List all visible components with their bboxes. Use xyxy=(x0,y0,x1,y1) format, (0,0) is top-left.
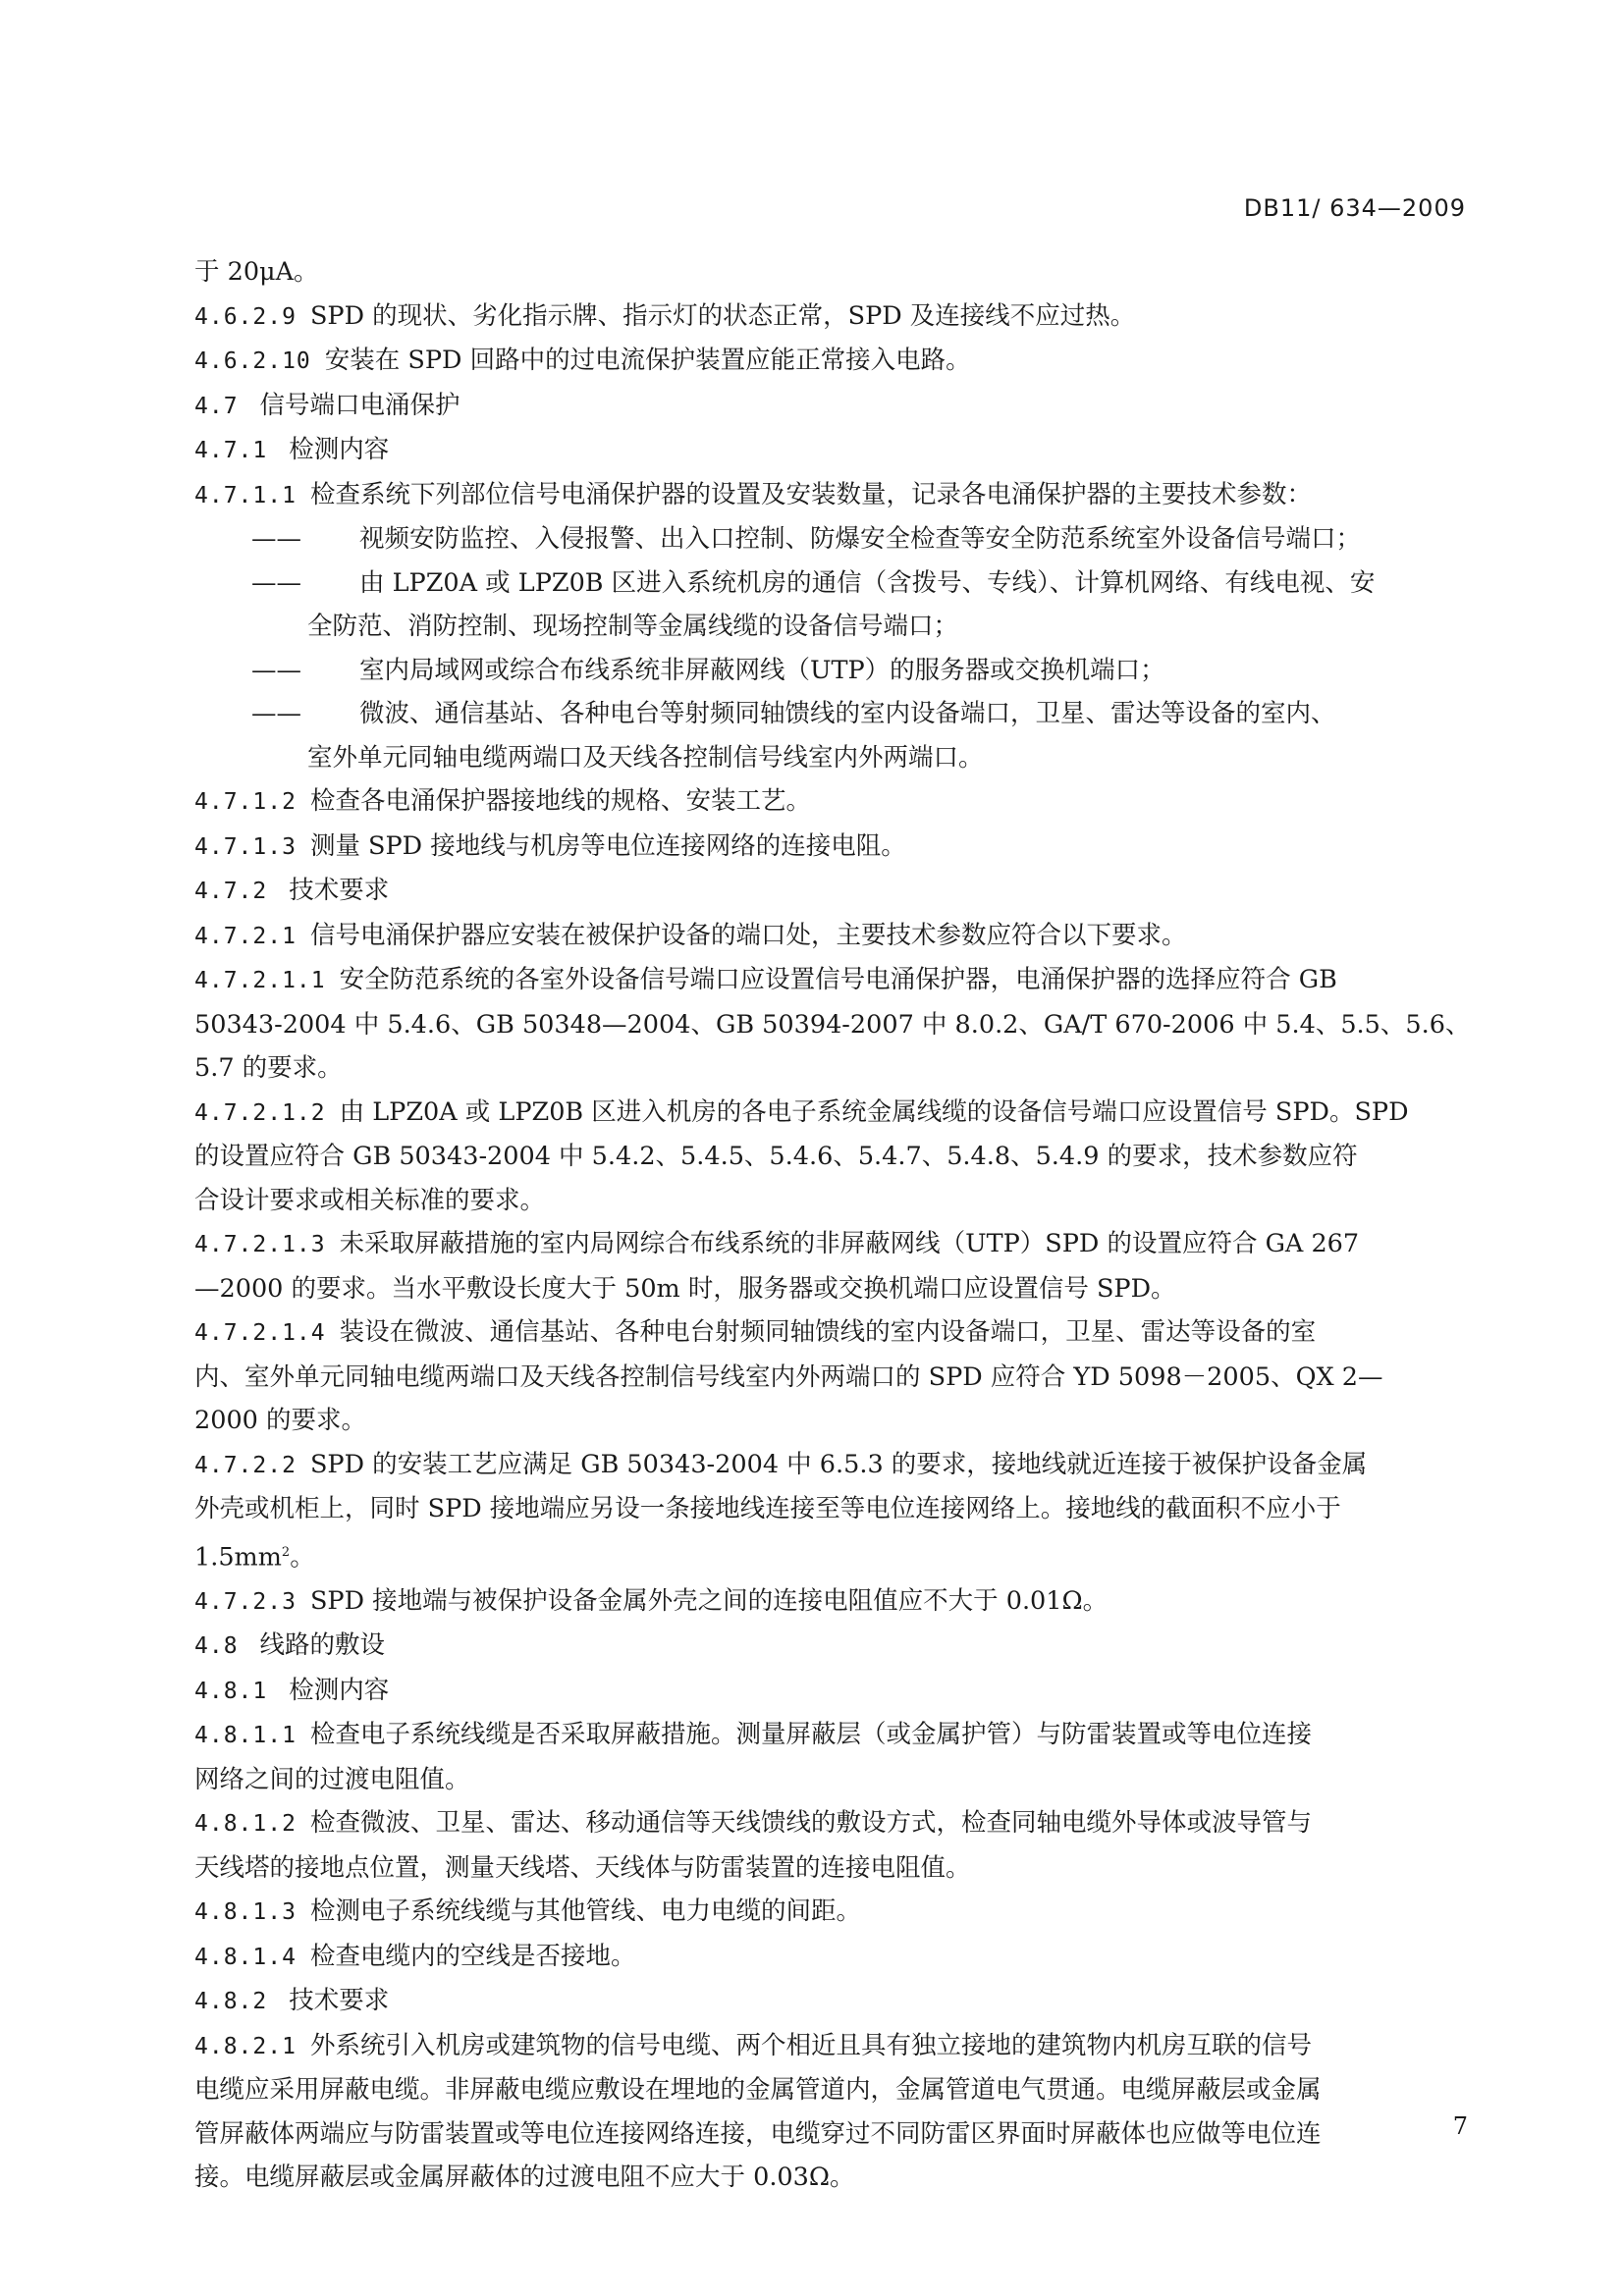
clause-continuation: 接。电缆屏蔽层或金属屏蔽体的过渡电阻不应大于 0.03Ω。 xyxy=(194,2163,855,2192)
section-title: 检测内容 xyxy=(289,1675,390,1705)
clause-text: SPD 的现状、劣化指示牌、指示灯的状态正常，SPD 及连接线不应过热。 xyxy=(309,300,1136,331)
clause-text: 装设在微波、通信基站、各种电台射频同轴馈线的室内设备端口，卫星、雷达等设备的室 xyxy=(339,1317,1317,1347)
clause-number: 4.7.2.1.3 xyxy=(194,1232,326,1257)
clause-text: 未采取屏蔽措施的室内局网综合布线系统的非屏蔽网线（UTP）SPD 的设置应符合 GA 267 xyxy=(339,1229,1360,1258)
clause-text: 。 xyxy=(290,1542,315,1572)
clause-continuation: 电缆应采用屏蔽电缆。非屏蔽电缆应敷设在埋地的金属管道内，金属管道电气贯通。电缆屏蔽层或金属 xyxy=(194,2075,1322,2105)
section-number: 4.8.1 xyxy=(194,1678,268,1704)
dash-list-item xyxy=(194,649,1477,693)
dash-marker: —— xyxy=(251,655,301,685)
list-text: 室内局域网或综合布线系统非屏蔽网线（UTP）的服务器或交换机端口； xyxy=(359,655,1165,685)
dash-list-item xyxy=(194,517,1477,561)
clause-continuation xyxy=(194,1531,1477,1579)
clause-number: 4.7.2.1.1 xyxy=(194,968,326,993)
section-heading-4-8-1 xyxy=(194,1669,1477,1714)
clause-text: SPD 的安装工艺应满足 GB 50343-2004 中 6.5.3 的要求，接地线就近连接于被保护设备金属 xyxy=(309,1449,1368,1479)
section-title: 技术要求 xyxy=(289,876,390,905)
clause-4-7-2-1-2 xyxy=(194,1091,1477,1136)
section-title: 线路的敷设 xyxy=(259,1630,386,1660)
clause-continuation: 2000 的要求。 xyxy=(194,1406,367,1435)
clause-number: 4.7.1.1 xyxy=(194,482,297,508)
clause-number: 4.8.1.2 xyxy=(194,1811,297,1837)
clause-number: 4.7.2.1 xyxy=(194,923,297,949)
clause-text: SPD 接地端与被保护设备金属外壳之间的连接电阻值应不大于 0.01Ω。 xyxy=(309,1585,1109,1616)
clause-4-7-2-1-1 xyxy=(194,958,1477,1003)
clause-number: 4.7.2.2 xyxy=(194,1452,297,1478)
clause-number: 4.7.1.2 xyxy=(194,789,297,815)
clause-number: 4.7.2.1.2 xyxy=(194,1099,326,1126)
clause-4-6-2-10 xyxy=(194,339,1477,384)
clause-continuation: 外壳或机柜上，同时 SPD 接地端应另设一条接地线连接至等电位连接网络上。接地线的截面积不应小于 xyxy=(194,1494,1341,1523)
clause-4-7-1-1 xyxy=(194,473,1477,518)
section-heading-4-8-2 xyxy=(194,1979,1477,2024)
section-title: 信号端口电涌保护 xyxy=(259,390,460,420)
clause-continuation: 5.7 的要求。 xyxy=(194,1053,343,1083)
clause-continuation: 网络之间的过渡电阻值。 xyxy=(194,1764,470,1794)
clause-4-7-2-1-3 xyxy=(194,1222,1477,1267)
dash-list-item xyxy=(194,692,1477,736)
clause-text: 外系统引入机房或建筑物的信号电缆、两个相近且具有独立接地的建筑物内机房互联的信号 xyxy=(309,2030,1312,2060)
section-title: 技术要求 xyxy=(289,1986,390,2015)
section-heading-4-7-1 xyxy=(194,428,1477,473)
list-text: 由 LPZ0A 或 LPZ0B 区进入系统机房的通信（含拨号、专线）、计算机网络、有线电视、安 xyxy=(359,567,1376,598)
page-number: 7 xyxy=(1452,2112,1468,2140)
clause-4-7-2-1 xyxy=(194,914,1477,959)
clause-4-8-1-2 xyxy=(194,1801,1477,1846)
clause-text: 检测电子系统线缆与其他管线、电力电缆的间距。 xyxy=(309,1896,861,1926)
clause-number: 4.8.2.1 xyxy=(194,2033,297,2059)
clause-text: 1.5mm xyxy=(194,1542,282,1572)
clause-number: 4.7.2.3 xyxy=(194,1588,297,1615)
section-heading-4-7-2 xyxy=(194,869,1477,914)
clause-4-7-2-2 xyxy=(194,1443,1477,1488)
section-number: 4.7.1 xyxy=(194,438,268,463)
section-title: 检测内容 xyxy=(289,435,390,464)
clause-number: 4.6.2.10 xyxy=(194,348,311,374)
clause-number: 4.8.1.3 xyxy=(194,1899,297,1925)
clause-number: 4.8.1.1 xyxy=(194,1723,297,1748)
paragraph-line xyxy=(194,250,1477,294)
clause-text: 检查各电涌保护器接地线的规格、安装工艺。 xyxy=(309,786,811,816)
clause-text: 检查微波、卫星、雷达、移动通信等天线馈线的敷设方式，检查同轴电缆外导体或波导管与 xyxy=(309,1808,1312,1838)
clause-4-7-1-3 xyxy=(194,825,1477,870)
clause-continuation: 的设置应符合 GB 50343-2004 中 5.4.2、5.4.5、5.4.6、5.4.7、5.4.8、5.4.9 的要求，技术参数应符 xyxy=(194,1142,1358,1171)
clause-4-8-1-3 xyxy=(194,1890,1477,1935)
clause-text: 信号电涌保护器应安装在被保护设备的端口处，主要技术参数应符合以下要求。 xyxy=(309,920,1187,950)
document-code: DB11/ 634—2009 xyxy=(1243,194,1466,222)
clause-4-7-2-1-4 xyxy=(194,1310,1477,1356)
clause-4-7-1-2 xyxy=(194,779,1477,825)
clause-4-8-2-1 xyxy=(194,2024,1477,2069)
clause-number: 4.7.1.3 xyxy=(194,833,297,860)
paragraph-text: 于 20μA。 xyxy=(194,257,319,287)
clause-continuation: 内、室外单元同轴电缆两端口及天线各控制信号线室内外两端口的 SPD 应符合 YD 5098－2005、QX 2— xyxy=(194,1362,1383,1392)
clause-text: 测量 SPD 接地线与机房等电位连接网络的连接电阻。 xyxy=(309,830,906,861)
section-heading-4-7 xyxy=(194,384,1477,429)
clause-continuation: 50343-2004 中 5.4.6、GB 50348—2004、GB 50394-2007 中 8.0.2、GA/T 670-2006 中 5.4、5.5、5.6、 xyxy=(194,1009,1471,1040)
clause-continuation: 天线塔的接地点位置，测量天线塔、天线体与防雷装置的连接电阻值。 xyxy=(194,1852,971,1883)
clause-text: 检查电子系统线缆是否采取屏蔽措施。测量屏蔽层（或金属护管）与防雷装置或等电位连接 xyxy=(309,1720,1312,1749)
document-body xyxy=(194,250,1477,2200)
clause-continuation: 合设计要求或相关标准的要求。 xyxy=(194,1185,546,1215)
clause-number: 4.7.2.1.4 xyxy=(194,1320,326,1346)
section-number: 4.8 xyxy=(194,1633,239,1659)
dash-marker: —— xyxy=(251,567,301,598)
clause-text: 安全防范系统的各室外设备信号端口应设置信号电涌保护器，电涌保护器的选择应符合 GB xyxy=(339,965,1337,994)
clause-continuation: —2000 的要求。当水平敷设长度大于 50m 时，服务器或交换机端口应设置信号 SPD。 xyxy=(194,1273,1176,1304)
dash-marker: —— xyxy=(251,699,301,728)
clause-4-8-1-4 xyxy=(194,1935,1477,1980)
clause-text: 检查电缆内的空线是否接地。 xyxy=(309,1941,636,1971)
section-number: 4.7 xyxy=(194,393,239,419)
list-text: 视频安防监控、入侵报警、出入口控制、防爆安全检查等安全防范系统室外设备信号端口； xyxy=(359,524,1362,554)
list-continuation: 全防范、消防控制、现场控制等金属线缆的设备信号端口； xyxy=(307,612,959,641)
section-heading-4-8 xyxy=(194,1624,1477,1669)
clause-number: 4.8.1.4 xyxy=(194,1944,297,1970)
list-continuation: 室外单元同轴电缆两端口及天线各控制信号线室内外两端口。 xyxy=(307,742,984,773)
clause-text: 检查系统下列部位信号电涌保护器的设置及安装数量，记录各电涌保护器的主要技术参数： xyxy=(309,479,1312,509)
clause-4-6-2-9 xyxy=(194,294,1477,340)
section-number: 4.7.2 xyxy=(194,879,268,904)
clause-text: 安装在 SPD 回路中的过电流保护装置应能正常接入电路。 xyxy=(324,346,971,375)
dash-marker: —— xyxy=(251,524,301,554)
clause-text: 由 LPZ0A 或 LPZ0B 区进入机房的各电子系统金属线缆的设备信号端口应设置信号 SPD。SPD xyxy=(339,1096,1409,1127)
list-text: 微波、通信基站、各种电台等射频同轴馈线的室内设备端口，卫星、雷达等设备的室内、 xyxy=(359,699,1336,728)
clause-continuation: 管屏蔽体两端应与防雷装置或等电位连接网络连接，电缆穿过不同防雷区界面时屏蔽体也应做等电位连 xyxy=(194,2118,1322,2149)
dash-list-item xyxy=(194,561,1477,606)
clause-4-8-1-1 xyxy=(194,1713,1477,1758)
clause-number: 4.6.2.9 xyxy=(194,303,297,330)
superscript: 2 xyxy=(281,1544,291,1560)
clause-4-7-2-3 xyxy=(194,1579,1477,1625)
section-number: 4.8.2 xyxy=(194,1989,268,2014)
